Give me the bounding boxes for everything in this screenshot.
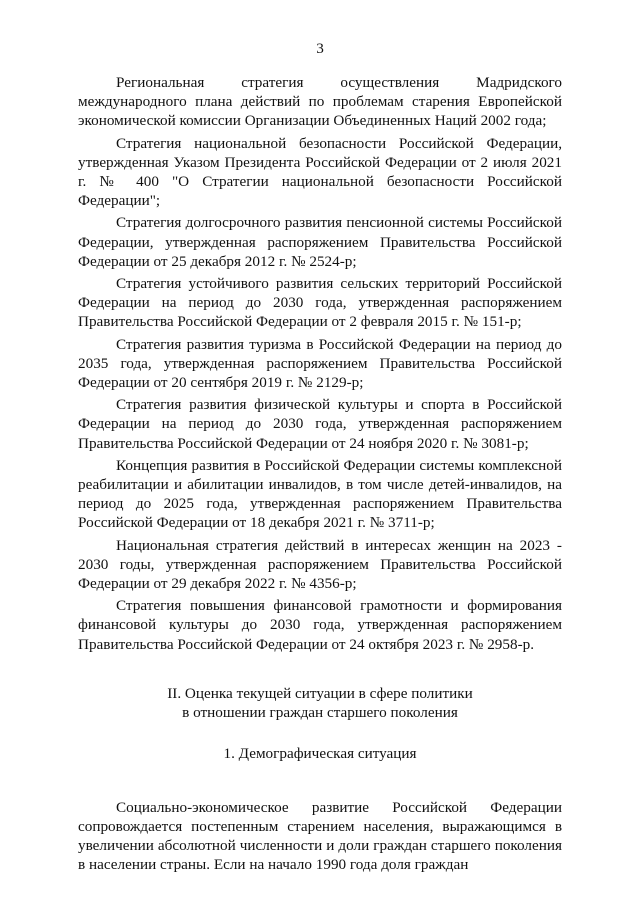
document-body [78, 73, 562, 877]
paragraph-national-security: Стратегия национальной безопасности Российской Федерации, утвержденная Указом Президента Российской Федерации от 2 июля 2021 г. № 400 "О Стратегии национальной безопасности Российской Федерации"; [78, 134, 562, 210]
section-heading [78, 684, 562, 722]
paragraph-madrid-strategy: Региональная стратегия осуществления Мадридского международного плана действий по проблемам старения Европейской экономической комиссии Организации Объединенных Наций 2002 года; [78, 74, 562, 130]
paragraph-tourism: Стратегия развития туризма в Российской Федерации на период до 2035 года, утвержденная распоряжением Правительства Российской Федерации от 20 сентября 2019 г. № 2129-р; [78, 335, 562, 392]
paragraph-sport: Стратегия развития физической культуры и спорта в Российской Федерации на период до 2030 года, утвержденная распоряжением Правительства Российской Федерации от 24 ноября 2020 г. № 3081-р; [78, 396, 562, 452]
paragraph-pension-system: Стратегия долгосрочного развития пенсионной системы Российской Федерации, утвержденная распоряжением Правительства Российской Федерации от 25 декабря 2012 г. № 2524-р; [78, 214, 562, 270]
paragraph-financial-literacy: Стратегия повышения финансовой грамотности и формирования финансовой культуры до 2030 года, утвержденная распоряжением Правительства Российской Федерации от 24 октября 2023 г. № 2958-р. [78, 597, 562, 653]
section-heading-line1: II. Оценка текущей ситуации в сфере политики [167, 684, 473, 702]
paragraph-rehabilitation: Концепция развития в Российской Федерации системы комплексной реабилитации и абилитации инвалидов, в том числе детей-инвалидов, на период до 2025 года, утвержденная распоряжением Правительства Российской Федерации от 18 декабря 2021 г. № 3711-р; [78, 456, 562, 532]
section-heading-line2: в отношении граждан старшего поколения [182, 704, 458, 722]
paragraph-demographic: Социально-экономическое развитие Российской Федерации сопровождается постепенным старением населения, выражающимся в увеличении абсолютной численности и доли граждан старшего поколения в населении страны. Если на начало 1990 года доля граждан [78, 798, 562, 874]
subsection-heading: 1. Демографическая ситуация [223, 745, 417, 763]
paragraph-women-strategy: Национальная стратегия действий в интересах женщин на 2023 - 2030 годы, утвержденная распоряжением Правительства Российской Федерации от 29 декабря 2022 г. № 4356-р; [78, 536, 562, 593]
page-number: 3 [316, 40, 324, 57]
paragraph-rural-territories: Стратегия устойчивого развития сельских территорий Российской Федерации на период до 2030 года, утвержденная распоряжением Правительства Российской Федерации от 2 февраля 2015 г. № 151-р; [78, 275, 562, 331]
